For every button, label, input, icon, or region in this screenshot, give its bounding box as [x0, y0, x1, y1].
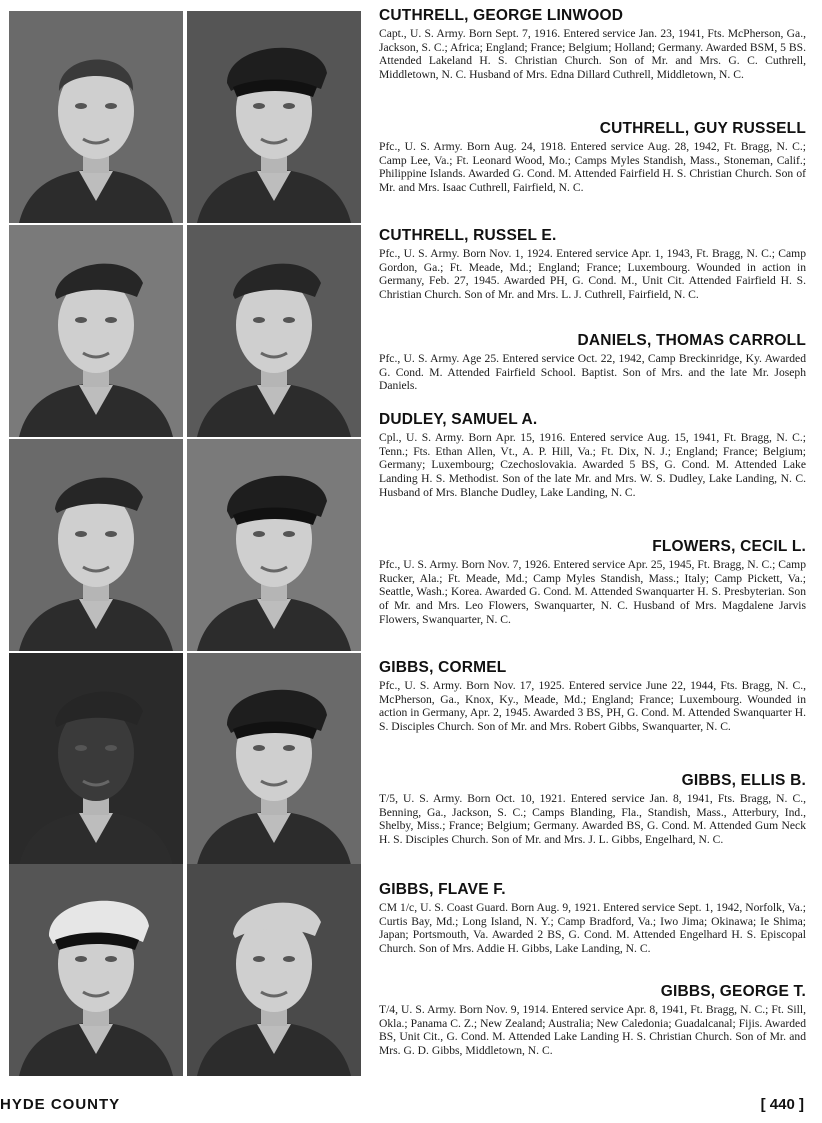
service-entry — [379, 410, 806, 500]
portrait-photo — [187, 439, 361, 651]
service-record-text: Pfc., U. S. Army. Age 25. Entered service Oct. 22, 1942, Camp Breckinridge, Ky. Awarded G. Cond. M. Attended Fairfield School. Baptist. Son of Mrs. and the late Mr. Joseph Daniels. — [379, 352, 806, 393]
service-record-text: Cpl., U. S. Army. Born Apr. 15, 1916. Entered service Aug. 15, 1941, Ft. Bragg, N. C.; Tenn.; Fts. Ethan Allen, Vt., A. P. Hill, Va.; Ft. Dix, N. J.; England; France; Belgium; Germany; Luxembourg; Czechoslovakia. Awarded 5 BS, G. Cond. M. Attended Lake Landing H. S. Methodist. Son of the late Mr. and Mrs. W. S. Dudley, Lake Landing, N. C. Husband of Mrs. Blanche Dudley, Lake Landing, N. C. — [379, 431, 806, 499]
service-entry — [379, 6, 806, 82]
service-record-text: CM 1/c, U. S. Coast Guard. Born Aug. 9, 1921. Entered service Sept. 1, 1942, Norfolk, Va.; Curtis Bay, Md.; Long Island, N. Y.; Camp Bradford, Va.; Iwo Jima; Okinawa; Ie Shima; Japan; Portsmouth, Va. Awarded 2 BS, G. Cond. M. Attended Engelhard H. S. Episcopal Church. Son of Mrs. Addie H. Gibbs, Lake Landing, N. C. — [379, 901, 806, 956]
portrait-photo — [187, 11, 361, 223]
portrait-photo — [187, 864, 361, 1076]
service-entry — [379, 982, 806, 1058]
serviceman-name: DUDLEY, SAMUEL A. — [379, 411, 538, 428]
service-record-text: T/4, U. S. Army. Born Nov. 9, 1914. Entered service Apr. 8, 1941, Ft. Bragg, N. C.; Ft. Sill, Okla.; Panama C. Z.; New Zealand; Australia; New Caledonia; Guadalcanal; Fijis. Awarded BS, Unit Cit., G. Cond. M. Attended Lake Landing H. S. Christian Church. Son of Mr. and Mrs. G. D. Gibbs, Middletown, N. C. — [379, 1003, 806, 1058]
service-record-text: Pfc., U. S. Army. Born Aug. 24, 1918. Entered service Aug. 28, 1942, Ft. Bragg, N. C.; Camp Lee, Va.; Ft. Leonard Wood, Mo.; Camps Myles Standish, Mass., Stoneman, Calif.; Philippine Islands. Awarded G. Cond. M. Attended Fairfield H. S. Christian Church. Son of Mr. and Mrs. Isaac Cuthrell, Fairfield, N. C. — [379, 140, 806, 195]
serviceman-name: FLOWERS, CECIL L. — [652, 538, 806, 555]
service-entry — [379, 331, 806, 393]
serviceman-name: GIBBS, ELLIS B. — [681, 772, 806, 789]
service-entry — [379, 771, 806, 847]
portrait-grid — [9, 11, 361, 1073]
serviceman-name: CUTHRELL, GUY RUSSELL — [599, 120, 806, 137]
serviceman-name: DANIELS, THOMAS CARROLL — [577, 332, 806, 349]
service-record-list — [379, 0, 806, 1080]
serviceman-name: GIBBS, GEORGE T. — [660, 983, 806, 1000]
service-entry — [379, 119, 806, 195]
page-number: [ 440 ] — [760, 1096, 804, 1113]
portrait-photo — [9, 864, 183, 1076]
serviceman-name: CUTHRELL, RUSSEL E. — [379, 227, 557, 244]
portrait-photo — [187, 225, 361, 437]
service-record-text: Pfc., U. S. Army. Born Nov. 1, 1924. Entered service Apr. 1, 1943, Ft. Bragg, N. C.; Camp Gordon, Ga.; Ft. Meade, Md.; England; France; Luxembourg. Wounded in action in Germany, Feb. 27, 1945. Awarded PH, G. Cond. M., Unit Cit. Attended Fairfield H. S. Christian Church. Son of Mr. and Mrs. L. J. Cuthrell, Fairfield, N. C. — [379, 247, 806, 302]
county-footer: HYDE COUNTY — [0, 1096, 121, 1113]
service-entry — [379, 658, 806, 734]
service-record-text: T/5, U. S. Army. Born Oct. 10, 1921. Entered service Jan. 8, 1941, Fts. Bragg, N. C., Benning, Ga., Jackson, S. C.; Camps Blanding, Fla., Standish, Mass., Atterbury, Ind., Shelby, Miss.; France; Belgium; Germany. Awarded BS, G. Cond. M. Attended Gum Neck H. S. Disciples Church. Son of Mr. and Mrs. J. L. Gibbs, Engelhard, N. C. — [379, 792, 806, 847]
portrait-photo — [9, 11, 183, 223]
service-entry — [379, 880, 806, 956]
serviceman-name: GIBBS, CORMEL — [379, 659, 507, 676]
serviceman-name: GIBBS, FLAVE F. — [379, 881, 506, 898]
service-record-text: Pfc., U. S. Army. Born Nov. 7, 1926. Entered service Apr. 25, 1945, Ft. Bragg, N. C.; Camp Rucker, Ala.; Ft. Meade, Md.; Camp Myles Standish, Mass.; Italy; Camp Pickett, Va.; Seattle, Wash.; Korea. Awarded G. Cond. M. Attended Swanquarter H. S. Presbyterian. Son of Mr. and Mrs. Leo Flowers, Swanquarter, N. C. Husband of Mrs. Magdalene Jarvis Flowers, Swanquarter, N. C. — [379, 558, 806, 626]
serviceman-name: CUTHRELL, GEORGE LINWOOD — [379, 7, 624, 24]
portrait-photo — [9, 653, 183, 865]
service-record-text: Pfc., U. S. Army. Born Nov. 17, 1925. Entered service June 22, 1944, Fts. Bragg, N. C., McPherson, Ga., Knox, Ky., Meade, Md.; England; France; Luxembourg. Wounded in action in Germany, Apr. 2, 1945. Awarded 3 BS, PH, G. Cond. M. Attended Swanquarter H. S. Disciples Church. Son of Mr. and Mrs. Robert Gibbs, Swanquarter, N. C. — [379, 679, 806, 734]
service-entry — [379, 537, 806, 627]
portrait-photo — [9, 439, 183, 651]
portrait-photo — [187, 653, 361, 865]
service-record-text: Capt., U. S. Army. Born Sept. 7, 1916. Entered service Jan. 23, 1941, Fts. McPherson, Ga., Jackson, S. C.; Africa; England; France; Belgium; Holland; Germany. Awarded BSM, 5 BS. Attended Lakeland H. S. Christian Church. Son of Mr. and Mrs. G. C. Cuthrell, Middletown, N. C. Husband of Mrs. Edna Dillard Cuthrell, Middletown, N. C. — [379, 27, 806, 82]
portrait-photo — [9, 225, 183, 437]
service-entry — [379, 226, 806, 302]
